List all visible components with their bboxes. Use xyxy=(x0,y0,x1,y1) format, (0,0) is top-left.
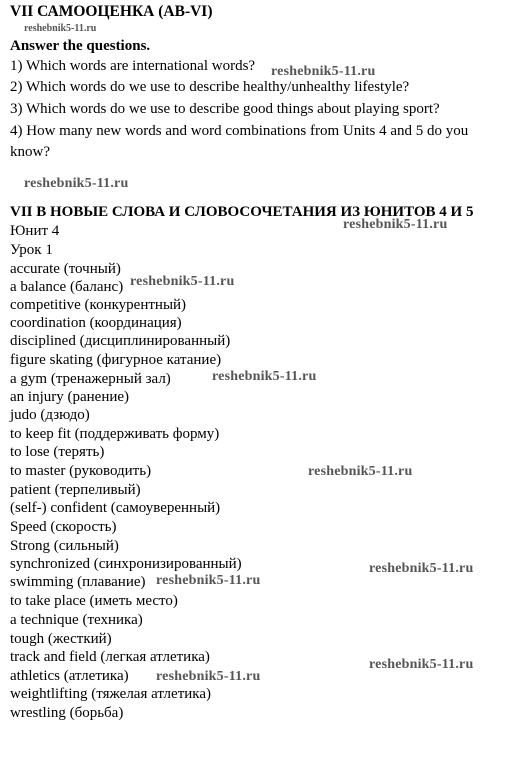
watermark: reshebnik5-11.ru xyxy=(156,669,261,684)
watermark: reshebnik5-11.ru xyxy=(343,217,448,232)
question-3: 3) Which words do we use to describe good things about playing sport? xyxy=(10,101,440,117)
watermark: reshebnik5-11.ru xyxy=(369,561,474,576)
vocab-item: to take place (иметь место) xyxy=(10,593,178,609)
watermark: reshebnik5-11.ru xyxy=(308,464,413,479)
vocab-item: Speed (скорость) xyxy=(10,519,117,535)
vocab-item: coordination (координация) xyxy=(10,315,182,331)
vocab-item: swimming (плавание) xyxy=(10,574,146,590)
question-2: 2) Which words do we use to describe healthy/unhealthy lifestyle? xyxy=(10,79,410,95)
watermark: reshebnik5-11.ru xyxy=(369,657,474,672)
vocab-item: a balance (баланс) xyxy=(10,279,124,295)
question-4: 4) How many new words and word combinations from Units 4 and 5 do you xyxy=(10,123,469,139)
watermark: reshebnik5-11.ru xyxy=(156,573,261,588)
vocab-item: athletics (атлетика) xyxy=(10,668,129,684)
watermark-small: reshebnik5-11.ru xyxy=(24,23,97,34)
vocab-item: patient (терпеливый) xyxy=(10,482,141,498)
question-4-cont: know? xyxy=(10,144,50,160)
vocab-item: synchronized (синхронизированный) xyxy=(10,556,242,572)
vocab-item: a gym (тренажерный зал) xyxy=(10,371,171,387)
unit-label: Юнит 4 xyxy=(10,223,60,239)
vocab-item: tough (жесткий) xyxy=(10,631,112,647)
section1-task: Answer the questions. xyxy=(10,38,151,54)
section1-title: VII САМООЦЕНКА (AB-VI) xyxy=(10,3,213,20)
vocab-item: to lose (терять) xyxy=(10,444,105,460)
vocab-item: disciplined (дисциплинированный) xyxy=(10,333,231,349)
vocab-item: to keep fit (поддерживать форму) xyxy=(10,426,220,442)
section2-title: VII В НОВЫЕ СЛОВА И СЛОВОСОЧЕТАНИЯ ИЗ ЮНИТОВ 4 И 5 xyxy=(10,204,474,220)
vocab-item: accurate (точный) xyxy=(10,261,121,277)
watermark: reshebnik5-11.ru xyxy=(24,176,129,191)
watermark: reshebnik5-11.ru xyxy=(271,64,376,79)
vocab-item: figure skating (фигурное катание) xyxy=(10,352,222,368)
watermark: reshebnik5-11.ru xyxy=(130,274,235,289)
vocab-item: track and field (легкая атлетика) xyxy=(10,649,210,665)
vocab-item: Strong (сильный) xyxy=(10,538,119,554)
lesson-label: Урок 1 xyxy=(10,242,53,258)
vocab-item: an injury (ранение) xyxy=(10,389,130,405)
vocab-item: wrestling (борьба) xyxy=(10,705,124,721)
vocab-item: judo (дзюдо) xyxy=(10,407,90,423)
vocab-item: competitive (конкурентный) xyxy=(10,297,187,313)
watermark: reshebnik5-11.ru xyxy=(212,369,317,384)
vocab-item: a technique (техника) xyxy=(10,612,143,628)
vocab-item: weightlifting (тяжелая атлетика) xyxy=(10,686,211,702)
vocab-item: to master (руководить) xyxy=(10,463,152,479)
question-1: 1) Which words are international words? xyxy=(10,58,256,74)
vocab-item: (self-) confident (самоуверенный) xyxy=(10,500,221,516)
